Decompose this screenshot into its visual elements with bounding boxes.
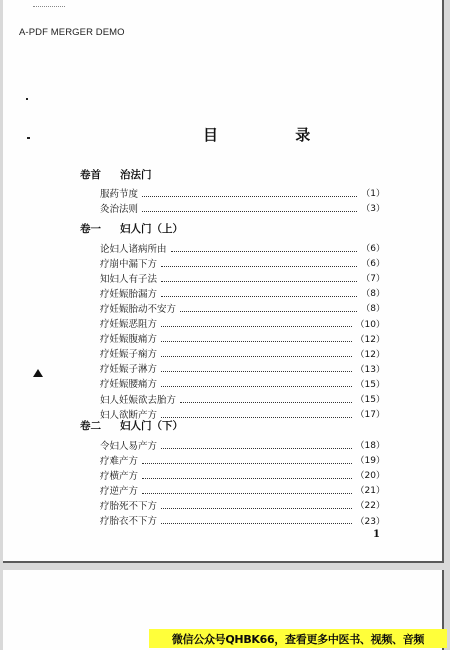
toc-entry-page: （15） <box>355 379 385 390</box>
toc-entry[interactable] <box>100 301 385 314</box>
toc-entry-page: （23） <box>355 516 385 527</box>
toc-entry-page: （8） <box>361 304 385 315</box>
footer-banner[interactable]: 微信公众号QHBK66，查看更多中医书、视频、音频 <box>149 629 447 648</box>
toc-entry[interactable] <box>100 241 385 254</box>
toc-entry-title: 疗胎死不下方 <box>100 500 158 512</box>
scan-speck <box>27 137 30 139</box>
section-heading <box>80 221 183 236</box>
toc-entry-page: （6） <box>361 259 385 270</box>
dot-leader <box>161 265 357 267</box>
toc-entry-title: 知妇人有子法 <box>100 273 158 285</box>
section-heading <box>80 418 183 433</box>
toc-entry-title: 疗妊娠腹痛方 <box>100 334 158 346</box>
dot-leader <box>161 295 357 297</box>
toc-entry-title: 疗崩中漏下方 <box>100 258 158 270</box>
toc-entry-page: （7） <box>361 274 385 285</box>
toc-entry-page: （13） <box>355 364 385 375</box>
dot-leader <box>142 195 357 197</box>
scan-artifact-line <box>33 6 65 8</box>
toc-entry-title: 灸治法则 <box>100 203 139 215</box>
toc-entry-title: 疗妊娠子痫方 <box>100 349 158 361</box>
toc-entry-page: （8） <box>361 289 385 300</box>
section-name: 妇人门（上） <box>120 223 183 235</box>
toc-entry[interactable] <box>100 438 385 451</box>
toc-entry-page: （22） <box>355 501 385 512</box>
dot-leader <box>180 401 352 403</box>
toc-entry-title: 疗妊娠子淋方 <box>100 364 158 376</box>
toc-entry-page: （15） <box>355 395 385 405</box>
toc-entry[interactable] <box>100 332 385 345</box>
toc-entry-page: （3） <box>361 204 385 215</box>
section-name: 妇人门（下） <box>120 420 183 432</box>
toc-entry-title: 疗胎衣不下方 <box>100 516 158 527</box>
toc-entry[interactable] <box>100 483 385 496</box>
toc-entry-page: （1） <box>361 189 385 199</box>
toc-entry[interactable] <box>100 201 385 214</box>
toc-entry-title: 疗横产方 <box>100 470 139 482</box>
toc-entry-title: 妇人妊娠欲去胎方 <box>100 394 177 406</box>
toc-entry-page: （10） <box>355 319 385 330</box>
dot-leader <box>161 340 352 342</box>
toc-entry-title: 疗难产方 <box>100 455 139 467</box>
dot-leader <box>142 210 357 212</box>
toc-entry[interactable] <box>100 286 385 299</box>
section-heading <box>80 167 152 182</box>
toc-entry[interactable] <box>100 377 385 390</box>
dot-leader <box>171 250 357 252</box>
section-label: 卷一 <box>80 223 101 235</box>
toc-entry[interactable] <box>100 392 385 405</box>
toc-entry-title: 疗妊娠胎动不安方 <box>100 303 177 315</box>
toc-entry-page: （18） <box>355 441 385 451</box>
toc-entry-title: 论妇人诸病所由 <box>100 243 167 255</box>
dot-leader <box>142 462 352 464</box>
dot-leader <box>161 370 352 372</box>
toc-entry-title: 疗逆产方 <box>100 485 139 497</box>
dot-leader <box>180 310 357 312</box>
toc-entry-title: 疗妊娠胎漏方 <box>100 288 158 300</box>
toc-entry[interactable] <box>100 186 385 199</box>
toc-entry[interactable] <box>100 271 385 284</box>
toc-entry-page: （6） <box>361 244 385 254</box>
toc-entry-page: （12） <box>355 349 385 360</box>
section-label: 卷二 <box>80 420 101 432</box>
dot-leader <box>161 447 352 449</box>
toc-entry[interactable] <box>100 498 385 511</box>
toc-title: 目 录 <box>203 126 347 144</box>
watermark-text: A-PDF MERGER DEMO <box>19 27 125 38</box>
toc-entry[interactable] <box>100 453 385 466</box>
dot-leader <box>142 477 352 479</box>
toc-entry[interactable] <box>100 468 385 481</box>
dot-leader <box>161 325 352 327</box>
dot-leader <box>161 522 352 524</box>
dot-leader <box>161 416 352 418</box>
toc-entry-title: 服药节度 <box>100 188 139 200</box>
dot-leader <box>161 507 352 509</box>
toc-entry-page: （19） <box>355 456 385 467</box>
toc-entry-page: （20） <box>355 471 385 482</box>
toc-entry-title: 疗妊娠恶阻方 <box>100 319 158 330</box>
dot-leader <box>161 355 352 357</box>
dot-leader <box>142 492 352 494</box>
section-label: 卷首 <box>80 169 101 181</box>
toc-entry[interactable] <box>100 347 385 360</box>
dot-leader <box>161 280 357 282</box>
toc-entry-page: （17） <box>355 410 385 421</box>
dot-leader <box>161 385 352 387</box>
section-name: 治法门 <box>120 169 152 181</box>
scan-arrow-mark <box>33 369 43 377</box>
toc-entry[interactable] <box>100 514 385 527</box>
toc-entry-title: 令妇人易产方 <box>100 440 158 452</box>
toc-entry-title: 疗妊娠腰痛方 <box>100 379 158 391</box>
page-number: 1 <box>373 529 380 540</box>
toc-entry-page: （12） <box>355 334 385 345</box>
scan-speck <box>26 98 28 100</box>
toc-entry-title: 妇人欲断产方 <box>100 409 158 421</box>
toc-entry[interactable] <box>100 317 385 330</box>
toc-entry-page: （21） <box>355 486 385 497</box>
toc-entry[interactable] <box>100 362 385 375</box>
toc-entry[interactable] <box>100 256 385 269</box>
document-page <box>3 0 444 563</box>
